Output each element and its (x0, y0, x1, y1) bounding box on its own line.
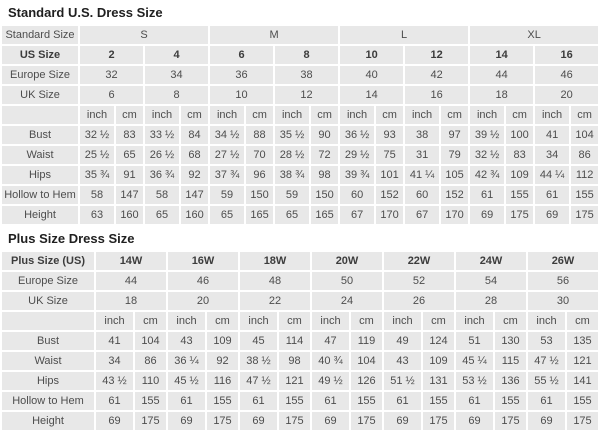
row-label-cell: Hollow to Hem (2, 186, 78, 204)
measurement-value-cell: 110 (135, 372, 166, 390)
size-value-cell: 20 (535, 86, 598, 104)
size-value-cell: 8 (145, 86, 208, 104)
row-label-cell: Bust (2, 332, 94, 350)
unit-header-cell: inch (275, 106, 309, 124)
measurement-value-cell: 60 (340, 186, 374, 204)
measurement-value-cell: 31 (405, 146, 439, 164)
size-value-cell: 26W (528, 252, 598, 270)
measurement-value-cell: 150 (311, 186, 338, 204)
size-group-cell: M (210, 26, 338, 44)
measurement-value-cell: 45 (240, 332, 277, 350)
size-value-cell: 12 (405, 46, 468, 64)
plus-size-title: Plus Size Dress Size (8, 231, 135, 246)
measurement-value-cell: 44 ¼ (535, 166, 569, 184)
size-value-cell: 44 (470, 66, 533, 84)
measurement-value-cell: 68 (181, 146, 208, 164)
measurement-value-cell: 96 (246, 166, 273, 184)
unit-header-cell: inch (145, 106, 179, 124)
empty-corner-cell (2, 312, 94, 330)
table-row (2, 352, 598, 370)
table-row (2, 392, 598, 410)
measurement-value-cell: 90 (311, 126, 338, 144)
measurement-value-cell: 61 (528, 392, 565, 410)
measurement-value-cell: 69 (312, 412, 349, 430)
size-value-cell: 6 (80, 86, 143, 104)
measurement-value-cell: 47 (312, 332, 349, 350)
measurement-value-cell: 41 (96, 332, 133, 350)
measurement-value-cell: 126 (351, 372, 382, 390)
measurement-value-cell: 175 (567, 412, 598, 430)
measurement-value-cell: 47 ½ (528, 352, 565, 370)
measurement-value-cell: 26 ½ (145, 146, 179, 164)
size-value-cell: 24W (456, 252, 526, 270)
size-value-cell: 12 (275, 86, 338, 104)
size-value-cell: 22 (240, 292, 310, 310)
measurement-value-cell: 92 (181, 166, 208, 184)
size-value-cell: 18 (470, 86, 533, 104)
size-value-cell: 14W (96, 252, 166, 270)
measurement-value-cell: 101 (376, 166, 403, 184)
unit-header-cell: inch (405, 106, 439, 124)
measurement-value-cell: 165 (311, 206, 338, 224)
measurement-value-cell: 28 ½ (275, 146, 309, 164)
measurement-value-cell: 33 ½ (145, 126, 179, 144)
measurement-value-cell: 160 (181, 206, 208, 224)
size-value-cell: 24 (312, 292, 382, 310)
measurement-value-cell: 51 (456, 332, 493, 350)
table-row (2, 106, 598, 124)
measurement-value-cell: 109 (423, 352, 454, 370)
measurement-value-cell: 92 (207, 352, 238, 370)
measurement-value-cell: 69 (535, 206, 569, 224)
measurement-value-cell: 155 (135, 392, 166, 410)
measurement-value-cell: 136 (495, 372, 526, 390)
size-value-cell: 40 (340, 66, 403, 84)
measurement-value-cell: 69 (384, 412, 421, 430)
size-value-cell: 50 (312, 272, 382, 290)
measurement-value-cell: 43 ½ (96, 372, 133, 390)
row-label-cell: Europe Size (2, 272, 94, 290)
measurement-value-cell: 135 (567, 332, 598, 350)
measurement-value-cell: 53 ½ (456, 372, 493, 390)
unit-header-cell: inch (80, 106, 114, 124)
measurement-value-cell: 38 (405, 126, 439, 144)
standard-size-table (0, 24, 600, 226)
measurement-value-cell: 175 (279, 412, 310, 430)
unit-header-cell: cm (351, 312, 382, 330)
measurement-value-cell: 170 (376, 206, 403, 224)
row-label-cell: UK Size (2, 86, 78, 104)
unit-header-cell: cm (423, 312, 454, 330)
size-value-cell: 16 (535, 46, 598, 64)
measurement-value-cell: 152 (376, 186, 403, 204)
measurement-value-cell: 131 (423, 372, 454, 390)
measurement-value-cell: 65 (210, 206, 244, 224)
measurement-value-cell: 160 (116, 206, 143, 224)
table-row (2, 272, 598, 290)
size-value-cell: 16W (168, 252, 238, 270)
measurement-value-cell: 155 (506, 186, 533, 204)
measurement-value-cell: 155 (279, 392, 310, 410)
measurement-value-cell: 97 (441, 126, 468, 144)
unit-header-cell: cm (135, 312, 166, 330)
empty-corner-cell (2, 106, 78, 124)
row-label-cell: Bust (2, 126, 78, 144)
unit-header-cell: inch (528, 312, 565, 330)
measurement-value-cell: 165 (246, 206, 273, 224)
measurement-value-cell: 175 (207, 412, 238, 430)
measurement-value-cell: 70 (246, 146, 273, 164)
measurement-value-cell: 109 (506, 166, 533, 184)
plus-size-table-grid (0, 250, 600, 432)
size-value-cell: 20W (312, 252, 382, 270)
measurement-value-cell: 155 (207, 392, 238, 410)
measurement-value-cell: 119 (351, 332, 382, 350)
standard-size-table-grid (0, 24, 600, 226)
unit-header-cell: cm (495, 312, 526, 330)
size-value-cell: 8 (275, 46, 338, 64)
measurement-value-cell: 40 ¾ (312, 352, 349, 370)
measurement-value-cell: 69 (456, 412, 493, 430)
measurement-value-cell: 42 ¾ (470, 166, 504, 184)
measurement-value-cell: 104 (571, 126, 598, 144)
table-row (2, 412, 598, 430)
unit-header-cell: inch (240, 312, 277, 330)
measurement-value-cell: 43 (384, 352, 421, 370)
measurement-value-cell: 49 ½ (312, 372, 349, 390)
measurement-value-cell: 65 (116, 146, 143, 164)
measurement-value-cell: 175 (135, 412, 166, 430)
row-label-cell: UK Size (2, 292, 94, 310)
unit-header-cell: inch (456, 312, 493, 330)
size-value-cell: 20 (168, 292, 238, 310)
measurement-value-cell: 34 ½ (210, 126, 244, 144)
row-label-cell: Waist (2, 352, 94, 370)
measurement-value-cell: 47 ½ (240, 372, 277, 390)
size-value-cell: 2 (80, 46, 143, 64)
measurement-value-cell: 114 (279, 332, 310, 350)
measurement-value-cell: 61 (96, 392, 133, 410)
measurement-value-cell: 65 (145, 206, 179, 224)
size-chart-page (0, 5, 600, 432)
size-group-cell: L (340, 26, 468, 44)
row-label-cell: Height (2, 206, 78, 224)
measurement-value-cell: 61 (470, 186, 504, 204)
table-row (2, 312, 598, 330)
measurement-value-cell: 35 ½ (275, 126, 309, 144)
measurement-value-cell: 104 (135, 332, 166, 350)
measurement-value-cell: 124 (423, 332, 454, 350)
measurement-value-cell: 45 ½ (168, 372, 205, 390)
measurement-value-cell: 61 (384, 392, 421, 410)
measurement-value-cell: 59 (210, 186, 244, 204)
size-value-cell: 48 (240, 272, 310, 290)
measurement-value-cell: 61 (240, 392, 277, 410)
size-value-cell: 34 (145, 66, 208, 84)
size-value-cell: 54 (456, 272, 526, 290)
measurement-value-cell: 91 (116, 166, 143, 184)
size-value-cell: 18 (96, 292, 166, 310)
unit-header-cell: cm (246, 106, 273, 124)
size-value-cell: 16 (405, 86, 468, 104)
row-label-cell: Waist (2, 146, 78, 164)
measurement-value-cell: 112 (571, 166, 598, 184)
measurement-value-cell: 34 (96, 352, 133, 370)
unit-header-cell: cm (441, 106, 468, 124)
measurement-value-cell: 93 (376, 126, 403, 144)
measurement-value-cell: 69 (240, 412, 277, 430)
size-value-cell: 32 (80, 66, 143, 84)
measurement-value-cell: 61 (535, 186, 569, 204)
measurement-value-cell: 83 (506, 146, 533, 164)
measurement-value-cell: 25 ½ (80, 146, 114, 164)
table-row (2, 206, 598, 224)
measurement-value-cell: 41 ¼ (405, 166, 439, 184)
row-label-cell: Hips (2, 372, 94, 390)
row-label-cell: Europe Size (2, 66, 78, 84)
table-row (2, 252, 598, 270)
size-value-cell: 44 (96, 272, 166, 290)
table-row (2, 292, 598, 310)
unit-header-cell: cm (207, 312, 238, 330)
size-value-cell: 46 (168, 272, 238, 290)
table-row (2, 26, 598, 44)
unit-header-cell: cm (311, 106, 338, 124)
measurement-value-cell: 35 ¾ (80, 166, 114, 184)
unit-header-cell: cm (571, 106, 598, 124)
measurement-value-cell: 175 (571, 206, 598, 224)
measurement-value-cell: 121 (279, 372, 310, 390)
measurement-value-cell: 51 ½ (384, 372, 421, 390)
table-row (2, 332, 598, 350)
measurement-value-cell: 175 (506, 206, 533, 224)
unit-header-cell: inch (210, 106, 244, 124)
measurement-value-cell: 61 (312, 392, 349, 410)
unit-header-cell: cm (506, 106, 533, 124)
measurement-value-cell: 83 (116, 126, 143, 144)
measurement-value-cell: 38 ½ (240, 352, 277, 370)
unit-header-cell: inch (312, 312, 349, 330)
row-label-cell: Height (2, 412, 94, 430)
measurement-value-cell: 98 (311, 166, 338, 184)
size-value-cell: 10 (340, 46, 403, 64)
measurement-value-cell: 88 (246, 126, 273, 144)
row-label-cell: Hollow to Hem (2, 392, 94, 410)
measurement-value-cell: 86 (135, 352, 166, 370)
measurement-value-cell: 155 (571, 186, 598, 204)
table-row (2, 166, 598, 184)
size-value-cell: 30 (528, 292, 598, 310)
measurement-value-cell: 69 (470, 206, 504, 224)
measurement-value-cell: 41 (535, 126, 569, 144)
measurement-value-cell: 53 (528, 332, 565, 350)
measurement-value-cell: 152 (441, 186, 468, 204)
unit-header-cell: inch (340, 106, 374, 124)
measurement-value-cell: 147 (116, 186, 143, 204)
size-value-cell: 14 (470, 46, 533, 64)
measurement-value-cell: 100 (506, 126, 533, 144)
measurement-value-cell: 39 ¾ (340, 166, 374, 184)
measurement-value-cell: 150 (246, 186, 273, 204)
measurement-value-cell: 36 ¾ (145, 166, 179, 184)
size-value-cell: 22W (384, 252, 454, 270)
measurement-value-cell: 115 (495, 352, 526, 370)
measurement-value-cell: 67 (405, 206, 439, 224)
measurement-value-cell: 39 ½ (470, 126, 504, 144)
measurement-value-cell: 67 (340, 206, 374, 224)
unit-header-cell: inch (384, 312, 421, 330)
unit-header-cell: inch (168, 312, 205, 330)
measurement-value-cell: 155 (423, 392, 454, 410)
size-value-cell: 10 (210, 86, 273, 104)
standard-size-title: Standard U.S. Dress Size (8, 5, 163, 20)
measurement-value-cell: 175 (495, 412, 526, 430)
size-value-cell: 6 (210, 46, 273, 64)
measurement-value-cell: 141 (567, 372, 598, 390)
measurement-value-cell: 86 (571, 146, 598, 164)
table-row (2, 46, 598, 64)
measurement-value-cell: 116 (207, 372, 238, 390)
unit-header-cell: cm (567, 312, 598, 330)
size-value-cell: 14 (340, 86, 403, 104)
size-group-cell: XL (470, 26, 598, 44)
measurement-value-cell: 61 (456, 392, 493, 410)
table-row (2, 372, 598, 390)
unit-header-cell: cm (116, 106, 143, 124)
measurement-value-cell: 37 ¾ (210, 166, 244, 184)
measurement-value-cell: 58 (80, 186, 114, 204)
unit-header-cell: cm (376, 106, 403, 124)
measurement-value-cell: 155 (351, 392, 382, 410)
size-value-cell: 52 (384, 272, 454, 290)
measurement-value-cell: 45 ¼ (456, 352, 493, 370)
row-label-cell: Hips (2, 166, 78, 184)
plus-size-table (0, 250, 600, 432)
measurement-value-cell: 34 (535, 146, 569, 164)
measurement-value-cell: 69 (96, 412, 133, 430)
measurement-value-cell: 32 ½ (80, 126, 114, 144)
measurement-value-cell: 63 (80, 206, 114, 224)
measurement-value-cell: 75 (376, 146, 403, 164)
measurement-value-cell: 49 (384, 332, 421, 350)
unit-header-cell: inch (535, 106, 569, 124)
measurement-value-cell: 69 (168, 412, 205, 430)
measurement-value-cell: 43 (168, 332, 205, 350)
size-value-cell: 42 (405, 66, 468, 84)
table-row (2, 146, 598, 164)
measurement-value-cell: 130 (495, 332, 526, 350)
measurement-value-cell: 65 (275, 206, 309, 224)
measurement-value-cell: 155 (567, 392, 598, 410)
measurement-value-cell: 104 (351, 352, 382, 370)
measurement-value-cell: 121 (567, 352, 598, 370)
size-value-cell: 38 (275, 66, 338, 84)
measurement-value-cell: 38 ¾ (275, 166, 309, 184)
size-value-cell: 18W (240, 252, 310, 270)
size-group-cell: S (80, 26, 208, 44)
unit-header-cell: cm (279, 312, 310, 330)
size-value-cell: 36 (210, 66, 273, 84)
size-value-cell: 4 (145, 46, 208, 64)
measurement-value-cell: 36 ½ (340, 126, 374, 144)
measurement-value-cell: 32 ½ (470, 146, 504, 164)
measurement-value-cell: 147 (181, 186, 208, 204)
measurement-value-cell: 27 ½ (210, 146, 244, 164)
measurement-value-cell: 58 (145, 186, 179, 204)
measurement-value-cell: 175 (423, 412, 454, 430)
unit-header-cell: cm (181, 106, 208, 124)
measurement-value-cell: 55 ½ (528, 372, 565, 390)
measurement-value-cell: 61 (168, 392, 205, 410)
row-label-cell: Plus Size (US) (2, 252, 94, 270)
measurement-value-cell: 170 (441, 206, 468, 224)
table-row (2, 126, 598, 144)
measurement-value-cell: 69 (528, 412, 565, 430)
measurement-value-cell: 36 ¼ (168, 352, 205, 370)
measurement-value-cell: 109 (207, 332, 238, 350)
row-label-cell: US Size (2, 46, 78, 64)
table-row (2, 66, 598, 84)
size-value-cell: 46 (535, 66, 598, 84)
measurement-value-cell: 79 (441, 146, 468, 164)
measurement-value-cell: 84 (181, 126, 208, 144)
measurement-value-cell: 72 (311, 146, 338, 164)
size-value-cell: 56 (528, 272, 598, 290)
measurement-value-cell: 60 (405, 186, 439, 204)
measurement-value-cell: 175 (351, 412, 382, 430)
measurement-value-cell: 155 (495, 392, 526, 410)
unit-header-cell: inch (470, 106, 504, 124)
unit-header-cell: inch (96, 312, 133, 330)
corner-label-cell: Standard Size (2, 26, 78, 44)
measurement-value-cell: 98 (279, 352, 310, 370)
measurement-value-cell: 59 (275, 186, 309, 204)
table-row (2, 86, 598, 104)
measurement-value-cell: 29 ½ (340, 146, 374, 164)
size-value-cell: 28 (456, 292, 526, 310)
measurement-value-cell: 105 (441, 166, 468, 184)
table-row (2, 186, 598, 204)
size-value-cell: 26 (384, 292, 454, 310)
